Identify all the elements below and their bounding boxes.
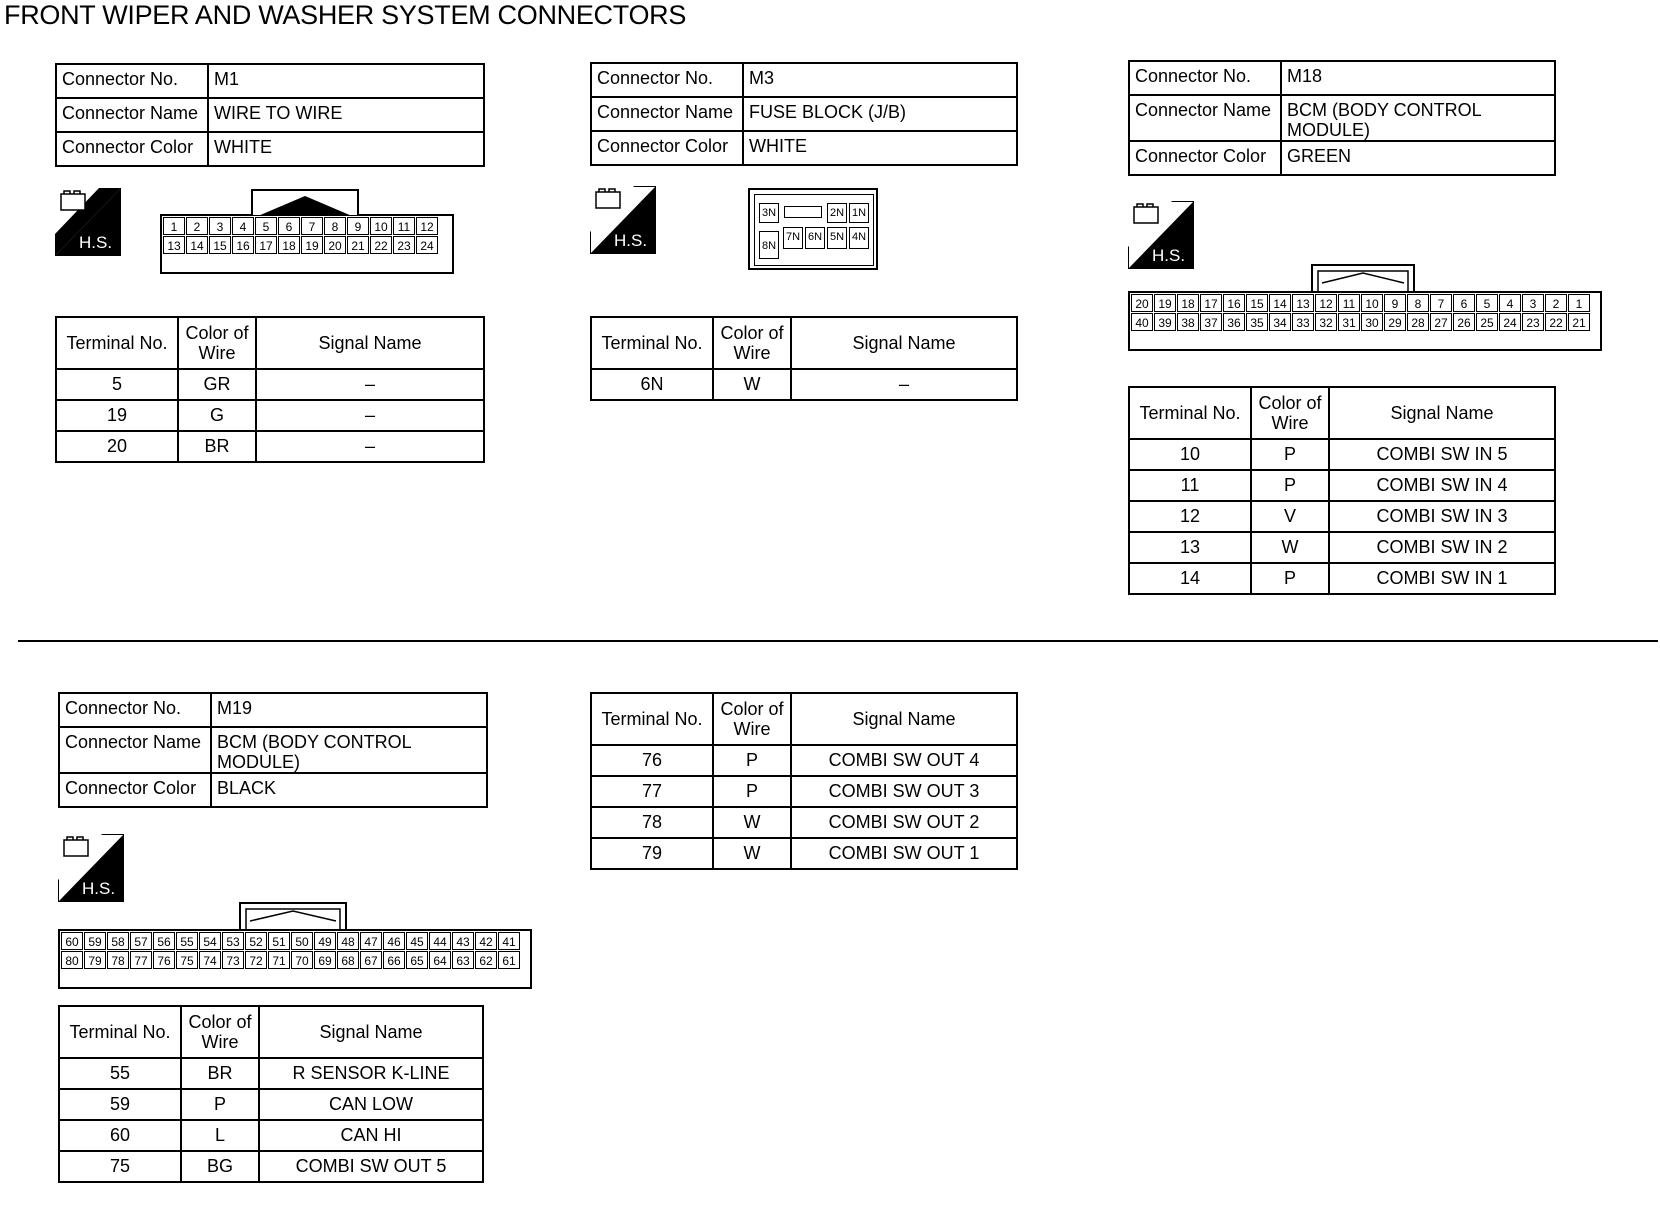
m19-terminal-table-a [58, 1005, 484, 1183]
connector-pin: 22 [370, 236, 392, 254]
m3-connector-no: M3 [743, 63, 1017, 97]
table-row: 13 W COMBI SW IN 2 [1129, 532, 1555, 563]
connector-pin: 5 [1476, 294, 1498, 312]
header-color-of-wire: Color of Wire [181, 1006, 259, 1058]
connector-pin: 77 [130, 951, 152, 969]
m19-terminal-table-b [590, 692, 1018, 870]
m3-pin: 3N [759, 203, 779, 223]
header-terminal-no: Terminal No. [591, 317, 713, 369]
connector-pin: 20 [324, 236, 346, 254]
connector-pin: 10 [1361, 294, 1383, 312]
connector-pin: 26 [1453, 313, 1475, 331]
m18-connector-color: GREEN [1281, 141, 1555, 175]
table-row: 12 V COMBI SW IN 3 [1129, 501, 1555, 532]
label-connector-no: Connector No. [591, 63, 743, 97]
m18-connector-name: BCM (BODY CONTROL MODULE) [1281, 95, 1555, 141]
m18-connector-face [1128, 291, 1602, 351]
connector-pin: 19 [1154, 294, 1176, 312]
connector-pin: 68 [337, 951, 359, 969]
svg-text:H.S.: H.S. [614, 231, 648, 250]
connector-pin: 22 [1545, 313, 1567, 331]
table-row: 5 GR – [56, 369, 484, 400]
connector-pin: 42 [475, 932, 497, 950]
m3-info-table [590, 62, 1018, 166]
table-row: 59 P CAN LOW [59, 1089, 483, 1120]
connector-pin: 18 [278, 236, 300, 254]
table-row: 11 P COMBI SW IN 4 [1129, 470, 1555, 501]
m3-connector-name: FUSE BLOCK (J/B) [743, 97, 1017, 131]
connector-pin: 17 [255, 236, 277, 254]
connector-pin: 29 [1384, 313, 1406, 331]
connector-pin: 10 [370, 217, 392, 235]
m19-pin-row-top [60, 931, 530, 950]
connector-pin: 9 [347, 217, 369, 235]
m18-latch [1310, 263, 1416, 293]
connector-pin: 4 [1499, 294, 1521, 312]
table-row: 6N W – [591, 369, 1017, 400]
connector-pin: 37 [1200, 313, 1222, 331]
connector-pin: 21 [1568, 313, 1590, 331]
connector-pin: 41 [498, 932, 520, 950]
m3-pin: 5N [827, 227, 847, 249]
m1-connector-name: WIRE TO WIRE [208, 98, 484, 132]
header-signal-name: Signal Name [259, 1006, 483, 1058]
m3-pin: 7N [783, 227, 803, 249]
connector-pin: 51 [268, 932, 290, 950]
m3-key-slot [784, 206, 822, 218]
connector-pin: 13 [163, 236, 185, 254]
connector-pin: 72 [245, 951, 267, 969]
header-color-of-wire: Color of Wire [713, 693, 791, 745]
connector-pin: 19 [301, 236, 323, 254]
label-connector-name: Connector Name [59, 727, 211, 773]
connector-pin: 54 [199, 932, 221, 950]
connector-pin: 39 [1154, 313, 1176, 331]
connector-pin: 6 [278, 217, 300, 235]
connector-pin: 35 [1246, 313, 1268, 331]
connector-pin: 7 [301, 217, 323, 235]
connector-pin: 46 [383, 932, 405, 950]
connector-pin: 60 [61, 932, 83, 950]
table-row: 10 P COMBI SW IN 5 [1129, 439, 1555, 470]
connector-pin: 8 [1407, 294, 1429, 312]
m18-terminal-table [1128, 386, 1556, 595]
label-connector-color: Connector Color [591, 131, 743, 165]
connector-pin: 23 [393, 236, 415, 254]
connector-pin: 14 [186, 236, 208, 254]
connector-pin: 16 [232, 236, 254, 254]
header-terminal-no: Terminal No. [56, 317, 178, 369]
m19-latch [238, 901, 348, 931]
connector-pin: 21 [347, 236, 369, 254]
m1-terminal-table [55, 316, 485, 463]
connector-pin: 76 [153, 951, 175, 969]
m1-connector-face [160, 214, 454, 274]
svg-text:H.S.: H.S. [1152, 246, 1186, 265]
connector-pin: 48 [337, 932, 359, 950]
hs-label: H.S. [79, 233, 113, 252]
m19-connector-face [58, 929, 532, 989]
m3-pin: 8N [759, 231, 779, 259]
connector-pin: 57 [130, 932, 152, 950]
connector-pin: 59 [84, 932, 106, 950]
m3-pin: 2N [827, 203, 847, 223]
connector-pin: 23 [1522, 313, 1544, 331]
m1-pin-row-top [162, 216, 452, 235]
connector-pin: 66 [383, 951, 405, 969]
header-color-of-wire: Color of Wire [1251, 387, 1329, 439]
connector-pin: 2 [1545, 294, 1567, 312]
connector-pin: 14 [1269, 294, 1291, 312]
connector-pin: 55 [176, 932, 198, 950]
label-connector-name: Connector Name [56, 98, 208, 132]
connector-pin: 63 [452, 951, 474, 969]
connector-pin: 15 [209, 236, 231, 254]
connector-pin: 38 [1177, 313, 1199, 331]
m18-pin-row-bottom [1130, 312, 1600, 331]
header-terminal-no: Terminal No. [591, 693, 713, 745]
connector-pin: 36 [1223, 313, 1245, 331]
connector-pin: 16 [1223, 294, 1245, 312]
connector-pin: 50 [291, 932, 313, 950]
m18-connector-no: M18 [1281, 61, 1555, 95]
harness-side-icon [58, 834, 124, 902]
connector-pin: 40 [1131, 313, 1153, 331]
connector-pin: 32 [1315, 313, 1337, 331]
harness-side-icon [590, 186, 656, 254]
connector-pin: 28 [1407, 313, 1429, 331]
connector-pin: 58 [107, 932, 129, 950]
label-connector-no: Connector No. [59, 693, 211, 727]
connector-pin: 34 [1269, 313, 1291, 331]
m3-pin: 1N [849, 203, 869, 223]
section-divider [18, 640, 1658, 642]
connector-pin: 18 [1177, 294, 1199, 312]
connector-pin: 49 [314, 932, 336, 950]
connector-pin: 70 [291, 951, 313, 969]
header-terminal-no: Terminal No. [59, 1006, 181, 1058]
page-title: FRONT WIPER AND WASHER SYSTEM CONNECTORS [4, 0, 687, 30]
svg-text:H.S.: H.S. [82, 879, 116, 898]
connector-pin: 62 [475, 951, 497, 969]
table-row: 19 G – [56, 400, 484, 431]
connector-pin: 56 [153, 932, 175, 950]
header-terminal-no: Terminal No. [1129, 387, 1251, 439]
connector-pin: 12 [1315, 294, 1337, 312]
connector-pin: 27 [1430, 313, 1452, 331]
m3-connector-face [748, 188, 878, 270]
connector-pin: 73 [222, 951, 244, 969]
table-row: 14 P COMBI SW IN 1 [1129, 563, 1555, 594]
m1-connector-color: WHITE [208, 132, 484, 166]
connector-pin: 1 [1568, 294, 1590, 312]
m1-info-table [55, 63, 485, 167]
connector-pin: 24 [1499, 313, 1521, 331]
label-connector-color: Connector Color [1129, 141, 1281, 175]
connector-pin: 78 [107, 951, 129, 969]
table-row: 76 P COMBI SW OUT 4 [591, 745, 1017, 776]
connector-pin: 75 [176, 951, 198, 969]
connector-pin: 30 [1361, 313, 1383, 331]
connector-pin: 52 [245, 932, 267, 950]
harness-side-icon [1128, 201, 1194, 269]
m1-pin-row-bottom [162, 235, 452, 254]
connector-pin: 13 [1292, 294, 1314, 312]
table-row: 77 P COMBI SW OUT 3 [591, 776, 1017, 807]
connector-pin: 9 [1384, 294, 1406, 312]
connector-pin: 74 [199, 951, 221, 969]
label-connector-color: Connector Color [59, 773, 211, 807]
table-row: 20 BR – [56, 431, 484, 462]
label-connector-color: Connector Color [56, 132, 208, 166]
m3-pin: 4N [849, 227, 869, 249]
connector-pin: 53 [222, 932, 244, 950]
table-row: 75 BG COMBI SW OUT 5 [59, 1151, 483, 1182]
m1-latch [250, 188, 360, 216]
table-row: 79 W COMBI SW OUT 1 [591, 838, 1017, 869]
connector-pin: 67 [360, 951, 382, 969]
connector-pin: 3 [1522, 294, 1544, 312]
connector-pin: 17 [1200, 294, 1222, 312]
m18-info-table [1128, 60, 1556, 176]
connector-pin: 8 [324, 217, 346, 235]
connector-pin: 61 [498, 951, 520, 969]
connector-pin: 45 [406, 932, 428, 950]
connector-pin: 3 [209, 217, 231, 235]
header-signal-name: Signal Name [791, 317, 1017, 369]
header-color-of-wire: Color of Wire [713, 317, 791, 369]
connector-pin: 1 [163, 217, 185, 235]
table-row: 78 W COMBI SW OUT 2 [591, 807, 1017, 838]
connector-pin: 43 [452, 932, 474, 950]
connector-pin: 24 [416, 236, 438, 254]
m19-connector-color: BLACK [211, 773, 487, 807]
connector-pin: 33 [1292, 313, 1314, 331]
connector-pin: 11 [1338, 294, 1360, 312]
connector-pin: 79 [84, 951, 106, 969]
m3-terminal-table [590, 316, 1018, 401]
label-connector-no: Connector No. [1129, 61, 1281, 95]
connector-pin: 31 [1338, 313, 1360, 331]
m19-connector-no: M19 [211, 693, 487, 727]
connector-pin: 15 [1246, 294, 1268, 312]
connector-pin: 20 [1131, 294, 1153, 312]
label-connector-name: Connector Name [591, 97, 743, 131]
table-row: 55 BR R SENSOR K-LINE [59, 1058, 483, 1089]
connector-pin: 44 [429, 932, 451, 950]
m18-pin-row-top [1130, 293, 1600, 312]
m1-connector-no: M1 [208, 64, 484, 98]
connector-pin: 64 [429, 951, 451, 969]
connector-pin: 6 [1453, 294, 1475, 312]
connector-pin: 4 [232, 217, 254, 235]
connector-pin: 25 [1476, 313, 1498, 331]
header-signal-name: Signal Name [1329, 387, 1555, 439]
connector-pin: 69 [314, 951, 336, 969]
connector-pin: 12 [416, 217, 438, 235]
m19-connector-name: BCM (BODY CONTROL MODULE) [211, 727, 487, 773]
connector-pin: 11 [393, 217, 415, 235]
harness-side-icon [55, 188, 121, 256]
header-color-of-wire: Color of Wire [178, 317, 256, 369]
header-signal-name: Signal Name [791, 693, 1017, 745]
label-connector-no: Connector No. [56, 64, 208, 98]
connector-pin: 71 [268, 951, 290, 969]
table-row: 60 L CAN HI [59, 1120, 483, 1151]
connector-pin: 65 [406, 951, 428, 969]
m19-pin-row-bottom [60, 950, 530, 969]
header-signal-name: Signal Name [256, 317, 484, 369]
m19-info-table [58, 692, 488, 808]
m3-connector-color: WHITE [743, 131, 1017, 165]
connector-pin: 47 [360, 932, 382, 950]
connector-pin: 2 [186, 217, 208, 235]
connector-pin: 7 [1430, 294, 1452, 312]
connector-pin: 5 [255, 217, 277, 235]
connector-pin: 80 [61, 951, 83, 969]
m3-pin: 6N [805, 227, 825, 249]
label-connector-name: Connector Name [1129, 95, 1281, 141]
